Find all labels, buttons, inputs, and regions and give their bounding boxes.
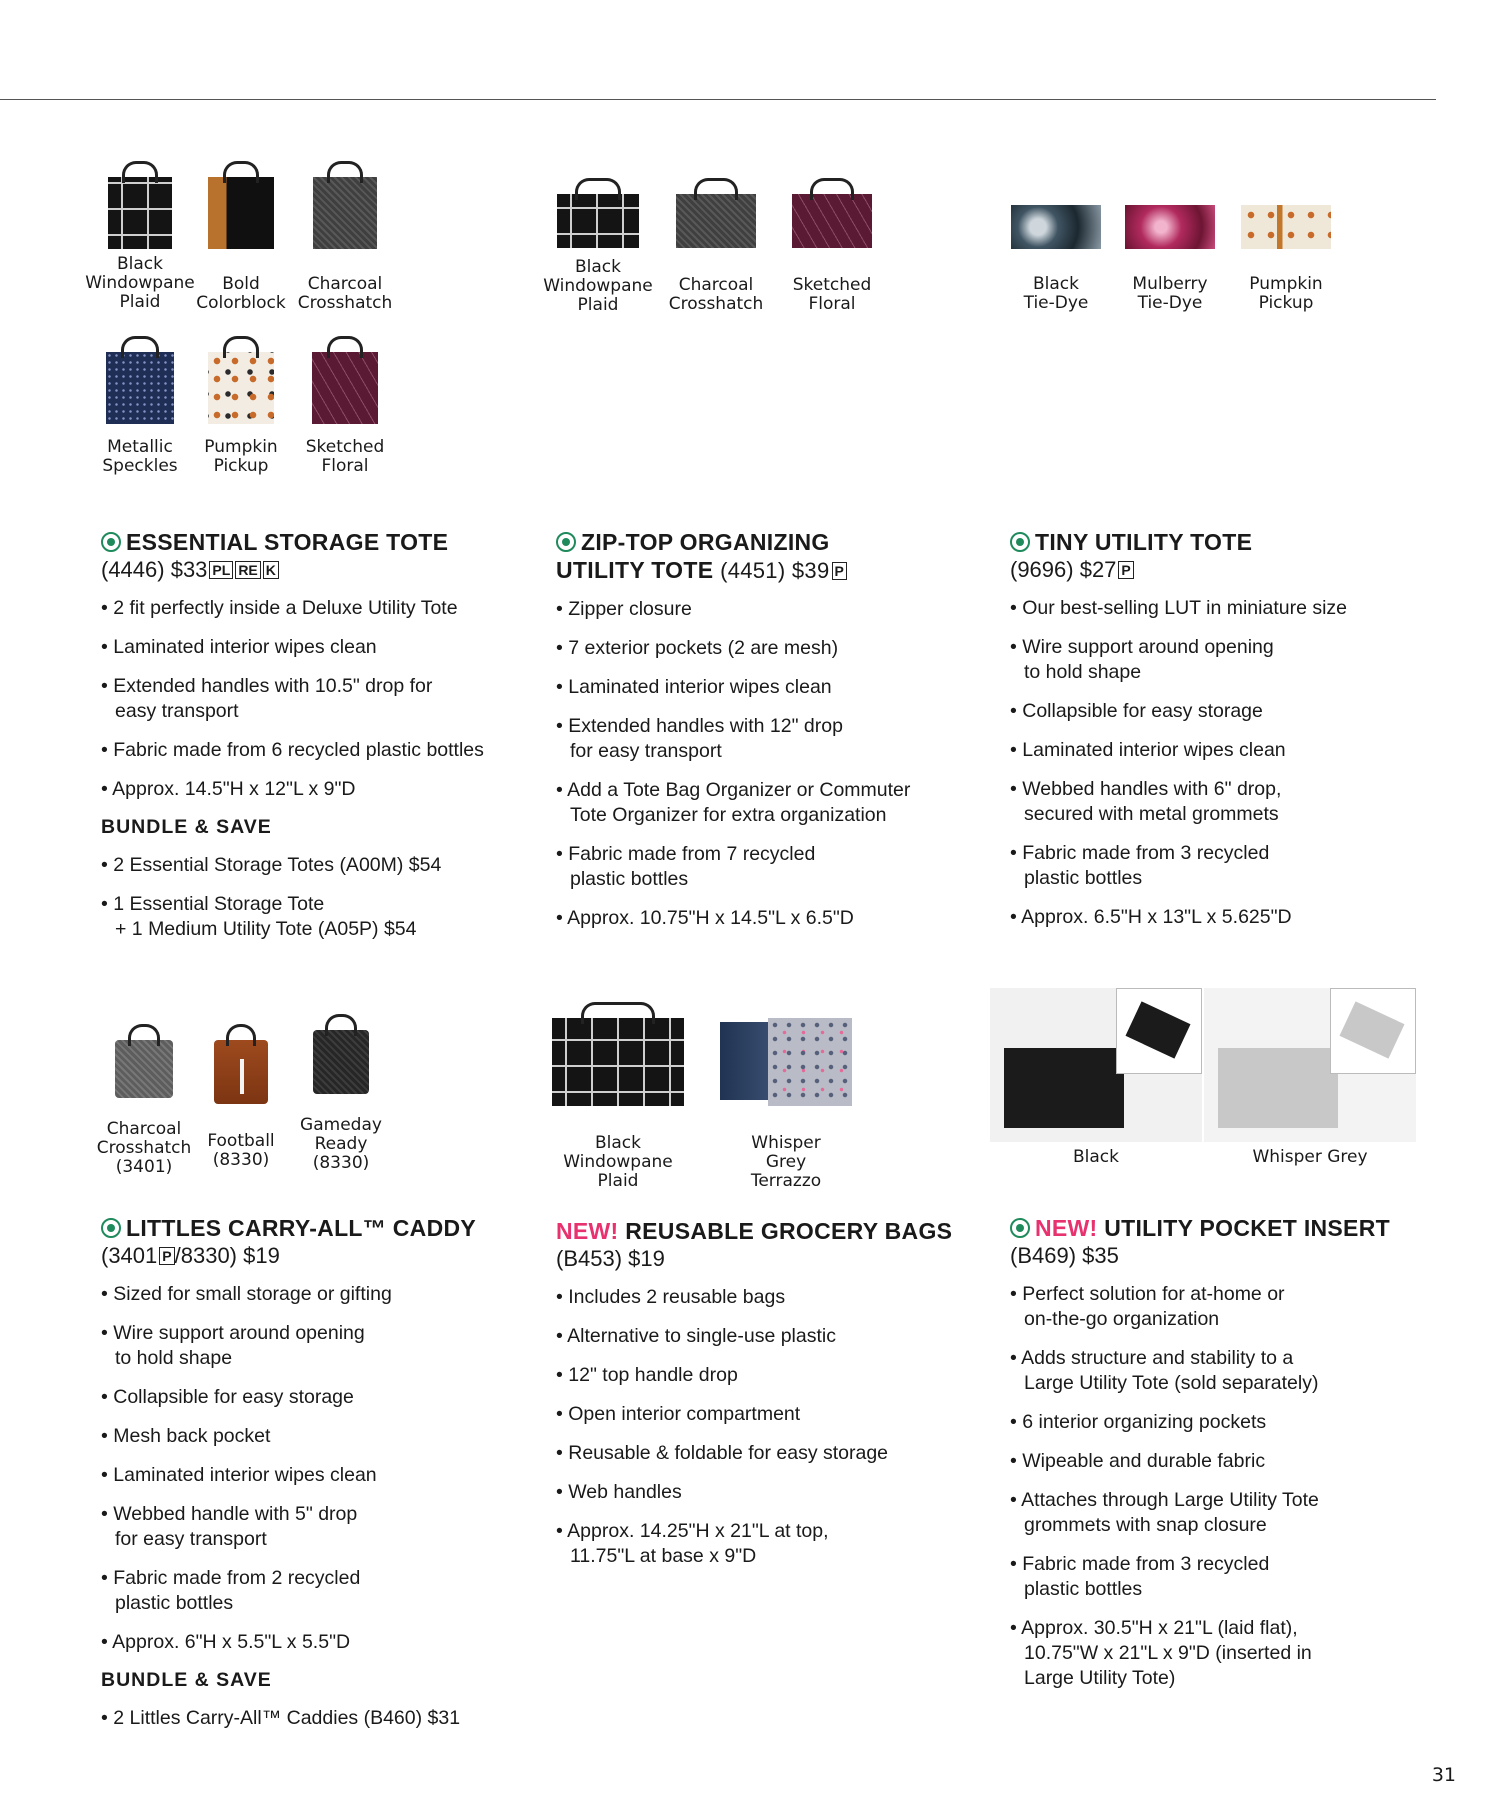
feature-item: • Wipeable and durable fabric — [1010, 1449, 1450, 1474]
product-title: NEW! REUSABLE GROCERY BAGS — [556, 1218, 953, 1244]
caddy-image — [313, 1030, 369, 1094]
feature-item: • Approx. 10.75"H x 14.5"L x 6.5"D — [556, 906, 986, 931]
feature-item: • Perfect solution for at-home or on-the-go organization — [1010, 1282, 1450, 1332]
feature-list — [556, 1285, 986, 1569]
swatch-label: Mulberry Tie-Dye — [1132, 274, 1208, 313]
swatch-label: Pumpkin Pickup — [1249, 274, 1323, 313]
product-grocery-bags — [556, 1217, 986, 1583]
feature-item: • Extended handles with 12" drop for easy transport — [556, 714, 986, 764]
swatch-essential-pumpkin[interactable] — [186, 352, 296, 476]
recycle-icon — [1010, 532, 1030, 552]
feature-list — [1010, 596, 1450, 930]
tote-image — [208, 352, 274, 424]
feature-item: • 7 exterior pockets (2 are mesh) — [556, 636, 986, 661]
swatch-ziptop-black-plaid[interactable] — [542, 194, 654, 315]
feature-list — [1010, 1282, 1450, 1691]
feature-item: • Fabric made from 7 recycled plastic bottles — [556, 842, 986, 892]
feature-item: • Approx. 6.5"H x 13"L x 5.625"D — [1010, 905, 1450, 930]
swatch-label: Black Windowpane Plaid — [85, 254, 195, 312]
product-littles-caddy — [101, 1214, 531, 1745]
badge-re: RE — [235, 561, 260, 579]
swatch-label: Black Tie-Dye — [1023, 274, 1089, 313]
feature-list — [101, 596, 531, 802]
feature-list — [556, 597, 986, 931]
feature-item: • 6 interior organizing pockets — [1010, 1410, 1450, 1435]
product-sku-price: (3401 P /8330) $19 — [101, 1243, 280, 1268]
swatch-insert-black[interactable] — [990, 988, 1202, 1167]
feature-item: • Open interior compartment — [556, 1402, 986, 1427]
feature-item: • Reusable & foldable for easy storage — [556, 1441, 986, 1466]
swatch-label: Sketched Floral — [305, 437, 385, 476]
tote-image — [106, 352, 174, 424]
tote-image — [792, 194, 872, 248]
bundle-item: • 2 Littles Carry-All™ Caddies (B460) $31 — [101, 1706, 531, 1731]
swatch-grocery-black-plaid[interactable] — [548, 1018, 688, 1191]
badge-k: K — [263, 561, 279, 579]
recycle-icon — [556, 532, 576, 552]
product-title: LITTLES CARRY-ALL™ CADDY — [101, 1214, 531, 1242]
new-label: NEW! — [556, 1218, 619, 1244]
swatch-littles-gameday[interactable] — [286, 1030, 396, 1173]
bundle-item: • 2 Essential Storage Totes (A00M) $54 — [101, 853, 531, 878]
feature-item: • 2 fit perfectly inside a Deluxe Utility Tote — [101, 596, 531, 621]
product-essential-storage-tote — [101, 528, 531, 956]
swatch-essential-charcoal[interactable] — [290, 177, 400, 313]
product-title: NEW! UTILITY POCKET INSERT — [1010, 1214, 1450, 1242]
feature-item: • Wire support around opening to hold shape — [1010, 635, 1450, 685]
feature-item: • Fabric made from 2 recycled plastic bottles — [101, 1566, 531, 1616]
feature-item: • Attaches through Large Utility Tote grommets with snap closure — [1010, 1488, 1450, 1538]
feature-item: • Add a Tote Bag Organizer or Commuter Tote Organizer for extra organization — [556, 778, 986, 828]
page-number: 31 — [1431, 1764, 1456, 1786]
swatch-essential-bold-colorblock[interactable] — [186, 177, 296, 313]
product-sku-price: (B469) $35 — [1010, 1243, 1119, 1268]
swatch-grocery-terrazzo[interactable] — [716, 1018, 856, 1191]
tote-image — [1125, 205, 1215, 249]
product-title: TINY UTILITY TOTE — [1010, 528, 1450, 556]
top-divider — [0, 99, 1436, 100]
swatch-label: Black — [1073, 1147, 1119, 1167]
swatch-label: Metallic Speckles — [102, 437, 178, 476]
swatch-label: Black Windowpane Plaid — [563, 1133, 673, 1191]
product-utility-pocket-insert — [1010, 1214, 1450, 1705]
feature-item: • Fabric made from 3 recycled plastic bottles — [1010, 841, 1450, 891]
product-title: ZIP-TOP ORGANIZING — [556, 528, 986, 556]
tote-image — [676, 194, 756, 248]
bundle-list — [101, 1706, 531, 1731]
tote-image — [208, 177, 274, 249]
feature-item: • Approx. 6"H x 5.5"L x 5.5"D — [101, 1630, 531, 1655]
recycle-icon — [101, 1218, 121, 1238]
new-label: NEW! — [1035, 1215, 1098, 1241]
feature-item: • Wire support around opening to hold shape — [101, 1321, 531, 1371]
swatch-essential-metallic[interactable] — [84, 352, 196, 476]
feature-item: • Webbed handle with 5" drop for easy transport — [101, 1502, 531, 1552]
swatch-label: Gameday Ready (8330) — [300, 1115, 382, 1173]
feature-item: • Includes 2 reusable bags — [556, 1285, 986, 1310]
product-title-line2: UTILITY TOTE (4451) $39 P — [556, 556, 986, 585]
feature-item: • Webbed handles with 6" drop, secured with metal grommets — [1010, 777, 1450, 827]
swatch-label: Charcoal Crosshatch — [297, 274, 393, 313]
product-tiny-utility-tote — [1010, 528, 1450, 944]
swatch-label: Pumpkin Pickup — [204, 437, 278, 476]
feature-item: • Approx. 30.5"H x 21"L (laid flat), 10.75"W x 21"L x 9"D (inserted in Large Utility Tote) — [1010, 1616, 1450, 1691]
product-sku-price: (9696) $27 P — [1010, 556, 1450, 584]
feature-item: • Laminated interior wipes clean — [556, 675, 986, 700]
badge-p: P — [159, 1247, 174, 1265]
swatch-ziptop-charcoal[interactable] — [660, 194, 772, 314]
bag-image — [720, 1018, 852, 1106]
feature-item: • Fabric made from 6 recycled plastic bottles — [101, 738, 531, 763]
feature-item: • Collapsible for easy storage — [1010, 699, 1450, 724]
feature-item: • Adds structure and stability to a Large Utility Tote (sold separately) — [1010, 1346, 1450, 1396]
swatch-tiny-mulberry-tiedye[interactable] — [1114, 205, 1226, 313]
feature-item: • Laminated interior wipes clean — [1010, 738, 1450, 763]
bag-image — [552, 1018, 684, 1106]
bundle-heading: BUNDLE & SAVE — [101, 1669, 272, 1691]
swatch-tiny-pumpkin[interactable] — [1230, 205, 1342, 313]
swatch-label: Bold Colorblock — [196, 274, 286, 313]
badge-p: P — [1118, 561, 1133, 579]
caddy-image — [214, 1040, 268, 1104]
feature-item: • Laminated interior wipes clean — [101, 635, 531, 660]
feature-item: • Our best-selling LUT in miniature size — [1010, 596, 1450, 621]
feature-item: • Mesh back pocket — [101, 1424, 531, 1449]
swatch-label: Sketched Floral — [792, 275, 872, 314]
feature-item: • Approx. 14.25"H x 21"L at top, 11.75"L at base x 9"D — [556, 1519, 986, 1569]
swatch-label: Whisper Grey — [1252, 1147, 1368, 1167]
swatch-tiny-black-tiedye[interactable] — [1000, 205, 1112, 313]
swatch-label: Whisper Grey Terrazzo — [750, 1133, 822, 1191]
bundle-list — [101, 853, 531, 942]
swatch-label: Charcoal Crosshatch (3401) — [96, 1119, 192, 1177]
tote-image — [312, 352, 378, 424]
feature-item: • 12" top handle drop — [556, 1363, 986, 1388]
feature-item: • Zipper closure — [556, 597, 986, 622]
tote-image — [108, 177, 172, 249]
product-ziptop-utility-tote — [556, 528, 986, 945]
feature-item: • Web handles — [556, 1480, 986, 1505]
swatch-littles-football[interactable] — [186, 1040, 296, 1170]
swatch-ziptop-floral[interactable] — [776, 194, 888, 314]
feature-item: • Sized for small storage or gifting — [101, 1282, 531, 1307]
feature-list — [101, 1282, 531, 1655]
tote-image — [557, 194, 639, 248]
swatch-littles-charcoal[interactable] — [88, 1040, 200, 1177]
product-sku-price: (B453) $19 — [556, 1246, 665, 1271]
feature-item: • Alternative to single-use plastic — [556, 1324, 986, 1349]
badge-p: P — [832, 562, 848, 580]
insert-image — [990, 988, 1202, 1142]
insert-image — [1204, 988, 1416, 1142]
bundle-heading: BUNDLE & SAVE — [101, 816, 272, 838]
swatch-label: Football (8330) — [207, 1131, 275, 1170]
swatch-essential-black-plaid[interactable] — [84, 177, 196, 312]
feature-item: • Collapsible for easy storage — [101, 1385, 531, 1410]
swatch-insert-whisper-grey[interactable] — [1204, 988, 1416, 1167]
feature-item: • Extended handles with 10.5" drop for easy transport — [101, 674, 531, 724]
recycle-icon — [1010, 1218, 1030, 1238]
caddy-image — [115, 1040, 173, 1098]
product-title: ESSENTIAL STORAGE TOTE — [101, 528, 531, 556]
tote-image — [1011, 205, 1101, 249]
tote-image — [313, 177, 377, 249]
bundle-item: • 1 Essential Storage Tote + 1 Medium Utility Tote (A05P) $54 — [101, 892, 531, 942]
swatch-label: Black Windowpane Plaid — [543, 257, 653, 315]
tote-image — [1241, 205, 1331, 249]
swatch-label: Charcoal Crosshatch — [668, 275, 764, 314]
swatch-essential-floral[interactable] — [290, 352, 400, 476]
recycle-icon — [101, 532, 121, 552]
product-sku-price: (4446) $33 PL RE K — [101, 556, 531, 584]
badge-pl: PL — [209, 561, 233, 579]
feature-item: • Approx. 14.5"H x 12"L x 9"D — [101, 777, 531, 802]
feature-item: • Fabric made from 3 recycled plastic bottles — [1010, 1552, 1450, 1602]
feature-item: • Laminated interior wipes clean — [101, 1463, 531, 1488]
